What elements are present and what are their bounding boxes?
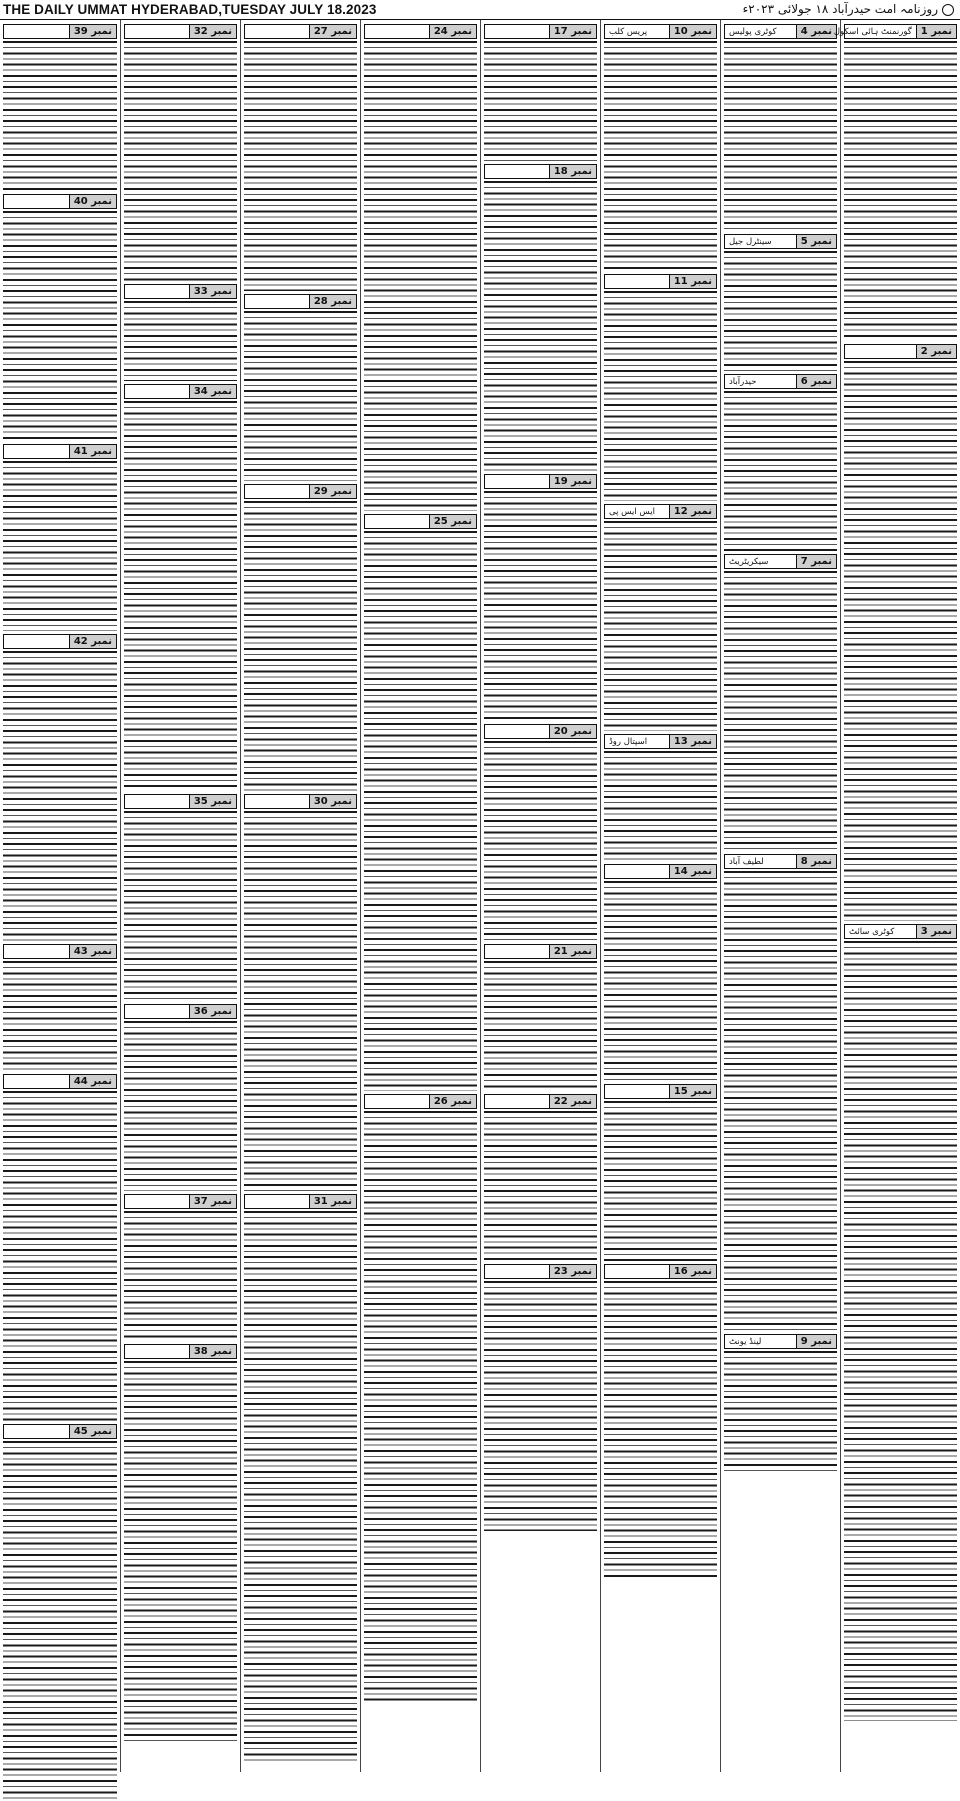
news-item-text-lines [724, 251, 837, 371]
news-item-text-lines [3, 461, 117, 631]
news-item-number: نمبر 9 [796, 1335, 836, 1348]
news-item-header [364, 1094, 477, 1109]
news-item-body [3, 651, 117, 941]
news-item-text-lines [844, 941, 957, 1721]
news-item-number: نمبر 3 [916, 925, 956, 938]
news-item-text-lines [484, 181, 597, 471]
news-item-location: پریس کلب [609, 26, 648, 37]
news-item [3, 444, 117, 631]
news-item [844, 924, 957, 1721]
news-item-body [724, 251, 837, 371]
news-item-text-lines [724, 391, 837, 551]
news-item-location: اسپتال روڈ [609, 736, 648, 747]
news-item [3, 1424, 117, 1801]
news-item-body [484, 41, 597, 161]
news-item-number: نمبر 44 [69, 1075, 116, 1088]
news-item [484, 1264, 597, 1531]
news-item-body [484, 1111, 597, 1261]
news-item-number: نمبر 43 [69, 945, 116, 958]
news-item-location: سیکریٹریٹ [729, 556, 769, 567]
news-item [724, 554, 837, 851]
news-item-body [604, 751, 717, 861]
news-item [124, 794, 237, 1001]
news-item-body [724, 571, 837, 851]
news-item-number: نمبر 18 [549, 165, 596, 178]
news-item [244, 294, 357, 481]
news-item [724, 234, 837, 371]
news-item [604, 504, 717, 731]
news-item-body [3, 961, 117, 1071]
news-item-text-lines [604, 881, 717, 1081]
news-item-body [3, 461, 117, 631]
news-item-body [844, 941, 957, 1721]
news-item-text-lines [604, 751, 717, 861]
news-item-header [3, 24, 117, 39]
news-item-number: نمبر 4 [796, 25, 836, 38]
news-item-body [724, 41, 837, 231]
news-item-header [724, 554, 837, 569]
news-item-number: نمبر 34 [189, 385, 236, 398]
news-item-header [244, 484, 357, 499]
news-item-body [364, 531, 477, 1091]
news-item [244, 794, 357, 1191]
news-item-header [724, 234, 837, 249]
news-item-text-lines [124, 41, 237, 281]
news-item-header [124, 1344, 237, 1359]
news-item-text-lines [3, 41, 117, 191]
news-item-number: نمبر 2 [916, 345, 956, 358]
news-item-number: نمبر 19 [549, 475, 596, 488]
news-item-text-lines [484, 1281, 597, 1531]
news-item-number: نمبر 35 [189, 795, 236, 808]
news-item-text-lines [124, 401, 237, 791]
news-item-location: کوٹری سائٹ [849, 926, 895, 937]
news-item-location: لطیف آباد [729, 856, 764, 867]
news-item-location: سینٹرل جیل [729, 236, 772, 247]
news-item [484, 24, 597, 161]
news-item-text-lines [484, 961, 597, 1091]
news-item-body [604, 1281, 717, 1581]
news-item-text-lines [244, 811, 357, 1191]
news-item-text-lines [3, 961, 117, 1071]
news-item-number: نمبر 26 [429, 1095, 476, 1108]
news-item-body [244, 1211, 357, 1761]
news-item-number: نمبر 1 [916, 25, 956, 38]
news-item-body [364, 1111, 477, 1701]
news-column [600, 20, 720, 1772]
news-item-number: نمبر 10 [669, 25, 716, 38]
news-item [364, 1094, 477, 1701]
news-item-number: نمبر 21 [549, 945, 596, 958]
news-item-number: نمبر 41 [69, 445, 116, 458]
news-item-header [604, 1264, 717, 1279]
news-item-header [604, 504, 717, 519]
news-item [604, 864, 717, 1081]
news-item-number: نمبر 8 [796, 855, 836, 868]
news-item-number: نمبر 5 [796, 235, 836, 248]
news-item-body [484, 961, 597, 1091]
news-item [244, 1194, 357, 1761]
news-item-text-lines [484, 1111, 597, 1261]
news-item [604, 1084, 717, 1261]
news-item-body [3, 1091, 117, 1421]
news-item-number: نمبر 12 [669, 505, 716, 518]
news-item [364, 24, 477, 511]
news-item-text-lines [364, 41, 477, 511]
news-item [3, 634, 117, 941]
news-item [724, 854, 837, 1331]
news-item-location: لینڈ یونٹ [729, 1336, 762, 1347]
news-item-text-lines [3, 1091, 117, 1421]
news-item-header [604, 864, 717, 879]
news-item-number: نمبر 22 [549, 1095, 596, 1108]
news-item-header [484, 24, 597, 39]
news-item-text-lines [604, 521, 717, 731]
news-item-text-lines [724, 871, 837, 1331]
news-item-location: گورنمنٹ ہائی اسکول [833, 27, 912, 37]
news-item-header [484, 1094, 597, 1109]
news-item-text-lines [844, 41, 957, 341]
news-item-number: نمبر 39 [69, 25, 116, 38]
masthead-urdu [743, 2, 954, 16]
newspaper-logo-icon [942, 4, 954, 16]
news-item-header [244, 1194, 357, 1209]
news-item-number: نمبر 36 [189, 1005, 236, 1018]
news-item [124, 1004, 237, 1191]
news-item-header [484, 1264, 597, 1279]
news-item-text-lines [484, 41, 597, 161]
news-item-header [484, 474, 597, 489]
news-column [120, 20, 240, 1772]
news-item [244, 484, 357, 791]
news-item-body [844, 361, 957, 921]
news-item-text-lines [604, 1281, 717, 1581]
news-item-body [124, 41, 237, 281]
news-item-text-lines [364, 531, 477, 1091]
news-item-text-lines [124, 811, 237, 1001]
news-item-body [724, 391, 837, 551]
news-column [720, 20, 840, 1772]
news-item [484, 474, 597, 721]
news-item-header [124, 1004, 237, 1019]
news-item-text-lines [604, 291, 717, 501]
news-item-text-lines [124, 301, 237, 381]
news-item [244, 24, 357, 291]
news-item-header [844, 344, 957, 359]
news-item [604, 274, 717, 501]
news-item-number: نمبر 13 [669, 735, 716, 748]
news-item-location: حیدرآباد [729, 376, 757, 387]
news-item [484, 1094, 597, 1261]
news-item-text-lines [724, 41, 837, 231]
news-item-number: نمبر 38 [189, 1345, 236, 1358]
news-item-number: نمبر 42 [69, 635, 116, 648]
news-item-header [484, 724, 597, 739]
news-item-number: نمبر 17 [549, 25, 596, 38]
masthead-urdu-text: روزنامہ امت حیدرآباد ۱۸ جولائی ۲۰۲۳ء [742, 2, 938, 16]
news-item [124, 284, 237, 381]
news-item-header [604, 274, 717, 289]
news-item [3, 1074, 117, 1421]
news-item-header [3, 444, 117, 459]
news-item-body [484, 491, 597, 721]
news-item-number: نمبر 33 [189, 285, 236, 298]
news-item-body [124, 811, 237, 1001]
news-item-text-lines [124, 1361, 237, 1741]
news-item-body [244, 311, 357, 481]
news-item-header [244, 294, 357, 309]
news-item-body [3, 1441, 117, 1801]
news-item-body [484, 181, 597, 471]
news-item-text-lines [604, 41, 717, 271]
news-item-header [124, 384, 237, 399]
news-item-number: نمبر 28 [309, 295, 356, 308]
news-item-number: نمبر 6 [796, 375, 836, 388]
news-item-header [3, 1074, 117, 1089]
news-item [3, 944, 117, 1071]
news-item [604, 734, 717, 861]
news-column [480, 20, 600, 1772]
news-item [124, 1344, 237, 1741]
news-item-header [124, 794, 237, 809]
news-item-body [484, 1281, 597, 1531]
news-item-body [124, 1211, 237, 1341]
news-item [724, 1334, 837, 1471]
news-item-number: نمبر 32 [189, 25, 236, 38]
news-item-body [604, 41, 717, 271]
news-item-number: نمبر 40 [69, 195, 116, 208]
news-item-number: نمبر 20 [549, 725, 596, 738]
news-item-header [124, 24, 237, 39]
news-item-body [604, 291, 717, 501]
news-item-number: نمبر 27 [309, 25, 356, 38]
news-item-text-lines [3, 651, 117, 941]
news-item-header [604, 1084, 717, 1099]
news-item-header [724, 1334, 837, 1349]
news-item-header [724, 374, 837, 389]
news-item-header [124, 284, 237, 299]
news-item-text-lines [244, 41, 357, 291]
news-column [240, 20, 360, 1772]
news-item-number: نمبر 14 [669, 865, 716, 878]
news-item-number: نمبر 30 [309, 795, 356, 808]
news-item-location: ایس ایس پی [609, 506, 655, 517]
news-item-text-lines [124, 1211, 237, 1341]
news-item-header [604, 734, 717, 749]
news-item-number: نمبر 16 [669, 1265, 716, 1278]
news-item-body [364, 41, 477, 511]
news-item-body [844, 41, 957, 341]
news-item-number: نمبر 29 [309, 485, 356, 498]
news-item [484, 724, 597, 941]
news-item-text-lines [484, 491, 597, 721]
news-column [0, 20, 120, 1772]
news-column [360, 20, 480, 1772]
news-item-number: نمبر 15 [669, 1085, 716, 1098]
news-item-text-lines [364, 1111, 477, 1701]
news-item-body [604, 521, 717, 731]
news-item-body [244, 41, 357, 291]
news-item [3, 194, 117, 441]
news-item-body [724, 1351, 837, 1471]
news-item-body [244, 501, 357, 791]
news-item-header [484, 944, 597, 959]
news-item-body [484, 741, 597, 941]
news-item-location: کوٹری پولیس [729, 26, 777, 37]
news-item-text-lines [3, 211, 117, 441]
news-item [364, 514, 477, 1091]
news-item-number: نمبر 25 [429, 515, 476, 528]
news-item-text-lines [724, 571, 837, 851]
news-item-header [604, 24, 717, 39]
news-item-header [3, 1424, 117, 1439]
news-item-header [3, 194, 117, 209]
news-item-header [244, 794, 357, 809]
news-item-body [124, 401, 237, 791]
news-item-number: نمبر 7 [796, 555, 836, 568]
news-item-header [364, 24, 477, 39]
masthead-title: THE DAILY UMMAT HYDERABAD,TUESDAY JULY 18.2023 [3, 2, 377, 17]
news-item-body [244, 811, 357, 1191]
news-column [833, 20, 960, 1772]
masthead [0, 0, 960, 20]
news-item [124, 24, 237, 281]
news-item [724, 374, 837, 551]
news-item-body [604, 881, 717, 1081]
news-item-text-lines [124, 1021, 237, 1191]
news-item-header [833, 24, 957, 39]
news-item-text-lines [244, 1211, 357, 1761]
news-item-body [124, 301, 237, 381]
news-item [833, 24, 957, 341]
news-item [484, 944, 597, 1091]
news-item-header [724, 854, 837, 869]
news-item-body [724, 871, 837, 1331]
news-item-header [124, 1194, 237, 1209]
news-columns [0, 20, 960, 1772]
news-item-body [604, 1101, 717, 1261]
news-item-number: نمبر 11 [669, 275, 716, 288]
news-item-text-lines [844, 361, 957, 921]
news-item-number: نمبر 37 [189, 1195, 236, 1208]
news-item-body [124, 1361, 237, 1741]
news-item-header [244, 24, 357, 39]
news-item-body [3, 41, 117, 191]
news-item-header [484, 164, 597, 179]
news-item-body [124, 1021, 237, 1191]
news-item [124, 1194, 237, 1341]
news-item-text-lines [244, 311, 357, 481]
news-item-number: نمبر 23 [549, 1265, 596, 1278]
news-item-text-lines [724, 1351, 837, 1471]
news-item [604, 24, 717, 271]
news-item-header [364, 514, 477, 529]
news-item-header [724, 24, 837, 39]
news-item [124, 384, 237, 791]
news-item-header [844, 924, 957, 939]
news-item [3, 24, 117, 191]
news-item-text-lines [604, 1101, 717, 1261]
news-item-header [3, 634, 117, 649]
news-item-header [3, 944, 117, 959]
news-item [724, 24, 837, 231]
news-item-number: نمبر 31 [309, 1195, 356, 1208]
news-item-number: نمبر 24 [429, 25, 476, 38]
news-item-text-lines [484, 741, 597, 941]
news-item [604, 1264, 717, 1581]
news-item-number: نمبر 45 [69, 1425, 116, 1438]
news-item-body [3, 211, 117, 441]
news-item [484, 164, 597, 471]
news-item-text-lines [3, 1441, 117, 1801]
news-item [844, 344, 957, 921]
news-item-text-lines [244, 501, 357, 791]
